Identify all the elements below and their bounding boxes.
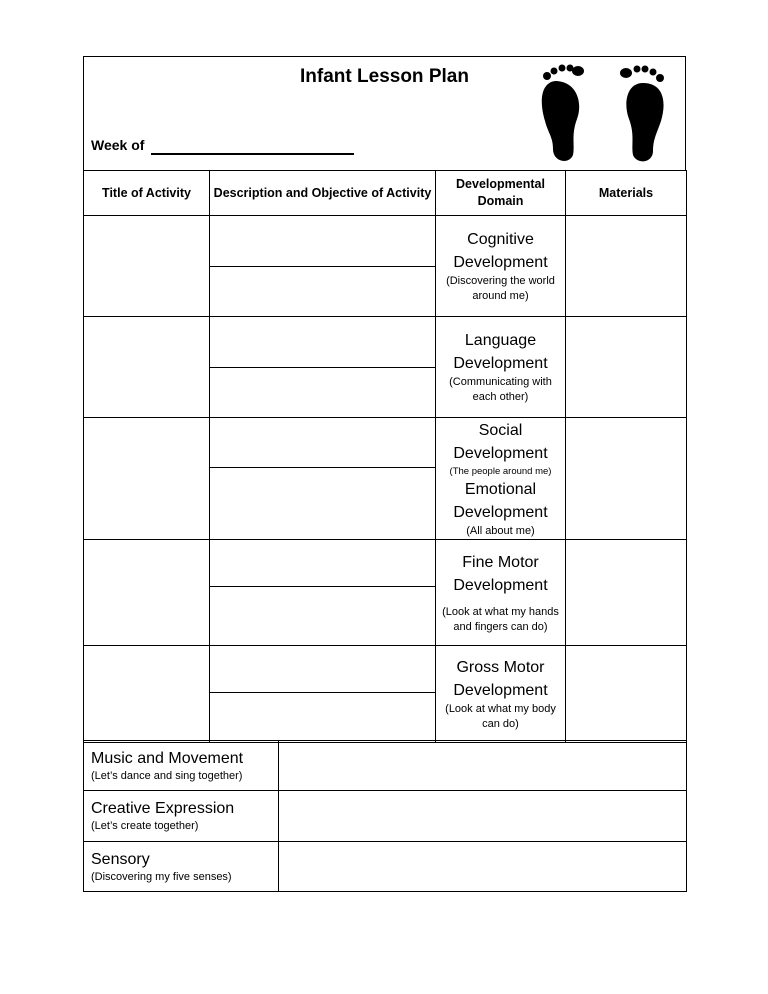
materials-cell[interactable] [566,317,687,418]
table-row [84,646,687,743]
domain-description: (Discovering the world around me) [446,275,555,302]
enrichment-table [83,740,687,892]
activity-title-cell[interactable] [84,540,210,646]
domain-name: Gross Motor Development [453,659,548,699]
activity-table [83,170,687,743]
table-header-row [84,171,687,216]
domain-cell [436,418,566,540]
enrichment-name: Sensory [91,850,150,868]
objective-field[interactable] [210,693,435,742]
page-title: Infant Lesson Plan [300,66,469,87]
description-field[interactable] [210,646,435,693]
enrichment-input-cell[interactable] [279,842,687,892]
lesson-plan-sheet [83,56,686,891]
table-row [84,741,687,791]
column-header-description: Description and Objective of Activity [210,171,436,216]
description-field[interactable] [210,540,435,587]
column-header-materials: Materials [566,171,687,216]
materials-cell[interactable] [566,418,687,540]
activity-title-cell[interactable] [84,216,210,317]
table-row [84,216,687,317]
materials-cell[interactable] [566,540,687,646]
table-row [84,842,687,892]
enrichment-label-cell [84,791,279,842]
domain-description: (Look at what my body can do) [445,703,556,730]
domain-name: Fine Motor Development [453,553,548,594]
enrichment-description: (Discovering my five senses) [91,870,232,883]
domain-name: Language Development [453,332,548,372]
table-row [84,317,687,418]
week-of-label: Week of [91,137,145,153]
activity-title-cell[interactable] [84,418,210,540]
domain-name: Cognitive Development [453,231,548,271]
enrichment-label-cell [84,842,279,892]
enrichment-description: (Let’s create together) [91,820,199,832]
activity-title-cell[interactable] [84,646,210,743]
header [83,56,686,171]
domain-description: (Communicating with each other) [449,376,552,403]
table-row [84,418,687,540]
objective-field[interactable] [210,468,435,539]
domain-name: Social Development [453,421,548,462]
domain-description-secondary: (All about me) [466,524,535,537]
domain-description: (The people around me) [449,465,552,477]
enrichment-name: Creative Expression [91,800,235,817]
column-header-domain: Developmental Domain [436,171,566,216]
table-row [84,791,687,842]
activity-title-cell[interactable] [84,317,210,418]
materials-cell[interactable] [566,216,687,317]
domain-description: (Look at what my hands and fingers can do) [442,605,559,633]
enrichment-input-cell[interactable] [279,791,687,842]
column-header-title: Title of Activity [84,171,210,216]
materials-cell[interactable] [566,646,687,743]
description-cell [210,317,436,418]
enrichment-input-cell[interactable] [279,741,687,791]
domain-name-secondary: Emotional Development [453,480,548,521]
description-cell [210,540,436,646]
enrichment-label-cell [84,741,279,791]
enrichment-description: (Let’s dance and sing together) [91,769,243,782]
domain-cell [436,540,566,646]
domain-cell [436,646,566,743]
objective-field[interactable] [210,368,435,417]
description-cell [210,216,436,317]
week-of-field[interactable] [151,153,354,155]
domain-cell [436,216,566,317]
enrichment-name: Music and Movement [91,749,244,767]
description-cell [210,646,436,743]
table-row [84,540,687,646]
objective-field[interactable] [210,587,435,645]
description-field[interactable] [210,318,435,368]
description-cell [210,418,436,540]
objective-field[interactable] [210,267,435,316]
description-field[interactable] [210,418,435,468]
description-field[interactable] [210,217,435,267]
domain-cell [436,317,566,418]
baby-feet-icon [533,63,673,167]
